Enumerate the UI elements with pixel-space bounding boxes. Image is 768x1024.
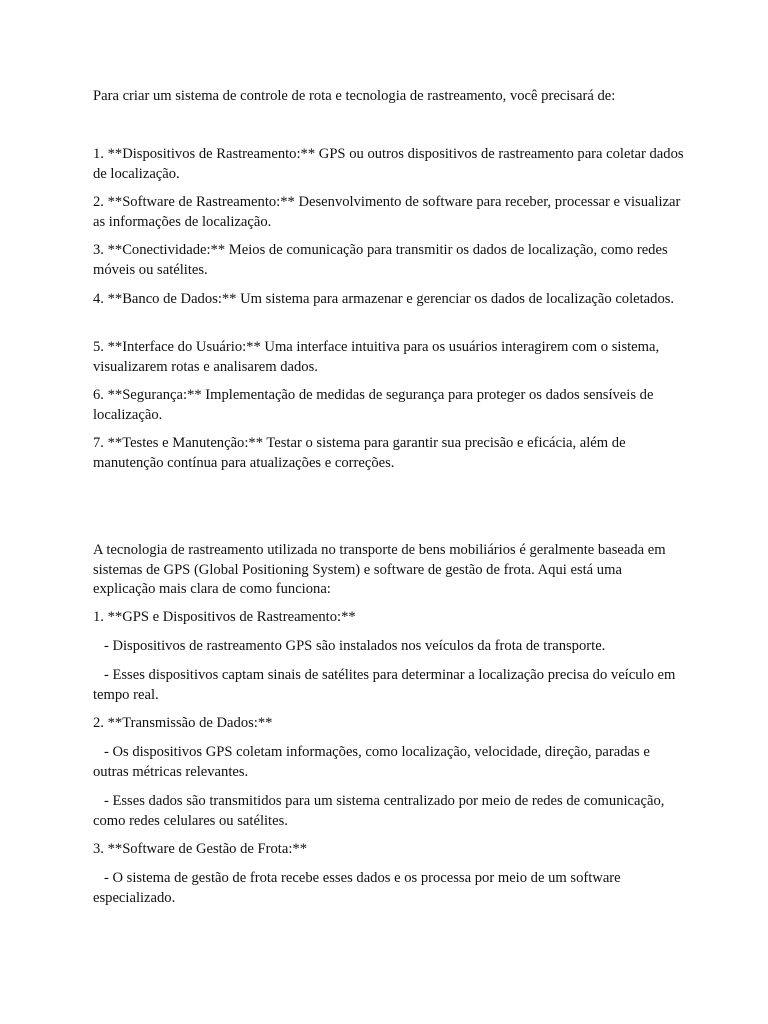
list-item-3: 3. **Conectividade:** Meios de comunicação para transmitir os dados de localização, como redes móveis ou satélites. <box>93 242 672 278</box>
section2-bullet: - Dispositivos de rastreamento GPS são instalados nos veículos da frota de transporte. <box>93 638 606 654</box>
section2-heading-transmissao: 2. **Transmissão de Dados:** <box>93 715 273 731</box>
section2-bullet: - Esses dados são transmitidos para um sistema centralizado por meio de redes de comunicação, como redes celulares ou satélites. <box>93 793 669 829</box>
section2-paragraph: A tecnologia de rastreamento utilizada no transporte de bens mobiliários é geralmente baseada em sistemas de GPS (Global Positioning System) e software de gestão de frota. Aqui está uma explicação mais clara de como funciona: <box>93 542 670 597</box>
list-item-5: 5. **Interface do Usuário:** Uma interface intuitiva para os usuários interagirem com o sistema, visualizarem rotas e analisarem dados. <box>93 339 663 375</box>
section2-heading-software: 3. **Software de Gestão de Frota:** <box>93 841 307 857</box>
list-item-1: 1. **Dispositivos de Rastreamento:** GPS ou outros dispositivos de rastreamento para coletar dados de localização. <box>93 146 688 182</box>
section2-bullet: - Os dispositivos GPS coletam informações, como localização, velocidade, direção, paradas e outras métricas relevantes. <box>93 744 654 780</box>
section2-bullet: - Esses dispositivos captam sinais de satélites para determinar a localização precisa do veículo em tempo real. <box>93 667 679 703</box>
list-item-7: 7. **Testes e Manutenção:** Testar o sistema para garantir sua precisão e eficácia, além de manutenção contínua para atualizações e correções. <box>93 435 630 471</box>
list-item-6: 6. **Segurança:** Implementação de medidas de segurança para proteger os dados sensíveis de localização. <box>93 387 658 423</box>
intro-paragraph: Para criar um sistema de controle de rota e tecnologia de rastreamento, você precisará de: <box>93 88 616 104</box>
list-item-4: 4. **Banco de Dados:** Um sistema para armazenar e gerenciar os dados de localização coletados. <box>93 291 675 307</box>
list-item-2: 2. **Software de Rastreamento:** Desenvolvimento de software para receber, processar e visualizar as informações de localização. <box>93 194 685 230</box>
section2-heading-gps: 1. **GPS e Dispositivos de Rastreamento:** <box>93 609 356 625</box>
section2-bullet: - O sistema de gestão de frota recebe esses dados e os processa por meio de um software especializado. <box>93 870 625 906</box>
